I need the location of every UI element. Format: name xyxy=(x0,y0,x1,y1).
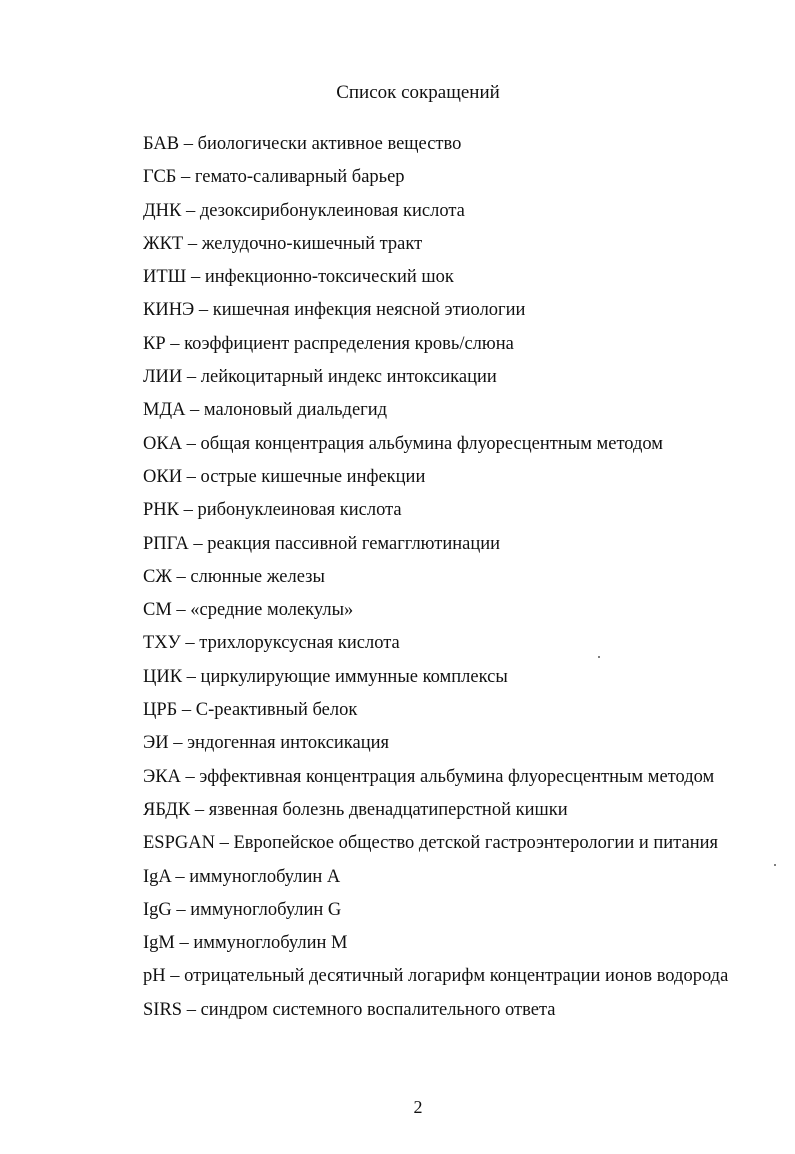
abbreviation-item: IgM – иммуноглобулин М xyxy=(143,933,348,954)
abbreviation-item: IgA – иммуноглобулин А xyxy=(143,866,341,887)
abbreviation-item: SIRS – синдром системного воспалительного ответа xyxy=(143,999,556,1020)
scan-speck xyxy=(774,864,776,866)
abbreviation-item: СМ – «средние молекулы» xyxy=(143,600,354,621)
abbreviation-item: ЖКТ – желудочно-кишечный тракт xyxy=(143,233,423,254)
abbreviation-item: ЛИИ – лейкоцитарный индекс интоксикации xyxy=(143,367,497,388)
abbreviation-item: ИТШ – инфекционно-токсический шок xyxy=(143,267,454,288)
page-number: 2 xyxy=(413,1097,423,1117)
abbreviation-item: ГСБ – гемато-саливарный барьер xyxy=(143,167,405,188)
abbreviation-item: ЭИ – эндогенная интоксикация xyxy=(143,733,390,754)
abbreviation-item: СЖ – слюнные железы xyxy=(143,566,325,587)
abbreviation-item: БАВ – биологически активное вещество xyxy=(143,134,462,154)
abbreviation-item: IgG – иммуноглобулин G xyxy=(143,899,342,920)
abbreviation-item: ЦРБ – С-реактивный белок xyxy=(143,700,358,721)
abbreviation-item: ESPGAN – Европейское общество детской гастроэнтерологии и питания xyxy=(143,833,718,854)
abbreviation-item: КР – коэффициент распределения кровь/слюна xyxy=(143,333,514,354)
abbreviation-item: ТХУ – трихлоруксусная кислота xyxy=(143,633,400,654)
abbreviation-item: pH – отрицательный десятичный логарифм концентрации ионов водорода xyxy=(143,966,729,987)
scan-speck xyxy=(598,656,600,658)
abbreviation-item: РПГА – реакция пассивной гемагглютинации xyxy=(143,533,501,554)
abbreviation-item: МДА – малоновый диальдегид xyxy=(143,400,388,421)
abbreviation-item: ЭКА – эффективная концентрация альбумина флуоресцентным методом xyxy=(143,766,715,787)
abbreviation-item: ЯБДК – язвенная болезнь двенадцатиперстной кишки xyxy=(143,799,568,820)
abbreviation-item: ДНК – дезоксирибонуклеиновая кислота xyxy=(143,200,465,221)
page-title: Список сокращений xyxy=(336,82,500,103)
abbreviation-item: ОКА – общая концентрация альбумина флуоресцентным методом xyxy=(143,433,664,454)
abbreviation-item: ЦИК – циркулирующие иммунные комплексы xyxy=(143,666,508,687)
abbreviation-item: ОКИ – острые кишечные инфекции xyxy=(143,466,426,487)
abbreviation-item: КИНЭ – кишечная инфекция неясной этиологии xyxy=(143,300,526,321)
abbreviation-item: РНК – рибонуклеиновая кислота xyxy=(143,500,402,521)
abbreviation-list xyxy=(143,131,728,1030)
